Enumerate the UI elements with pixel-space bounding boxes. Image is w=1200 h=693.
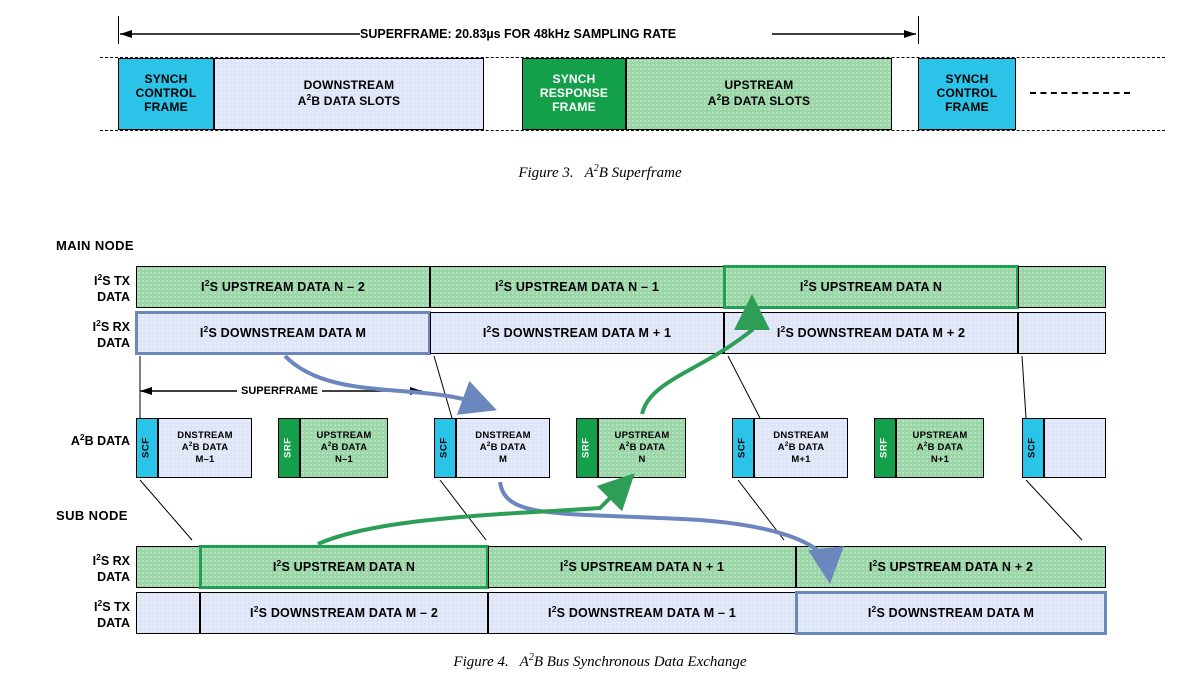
sub-node-label: SUB NODE (56, 508, 128, 523)
bus-tag-scf-2: SCF (434, 418, 456, 478)
bus-2-line3: M (498, 453, 508, 465)
bus-3-line3: N (638, 453, 646, 465)
sub-tx-cell-1: $I^2S$ DOWNSTREAM DATA M – 1 (488, 592, 796, 634)
sub-rx-cell-0: $I^2S$ UPSTREAM DATA N (200, 546, 488, 588)
srf-line3: FRAME (552, 99, 596, 114)
bus-1-line3: N–1 (334, 453, 353, 465)
bus-0-line2: $A^2B$ DATA (181, 441, 229, 454)
upstream-line1: UPSTREAM (724, 78, 794, 93)
bus-tag-srf-5: SRF (874, 418, 896, 478)
scf-left-line1: SYNCH (144, 72, 188, 87)
main-rx-cell-0: $I^2S$ DOWNSTREAM DATA M (136, 312, 430, 354)
sub-rx-cell-2: $I^2S$ UPSTREAM DATA N + 2 (796, 546, 1106, 588)
bus-0-line1: DNSTREAM (177, 429, 233, 441)
downstream-line2: $A^2B$ DATA SLOTS (297, 93, 401, 108)
scf-right-line1: SYNCH (945, 72, 989, 87)
figure3-caption: Figure 3. $A^2B$ Superframe (518, 163, 682, 181)
bus-tag-srf-1: SRF (278, 418, 300, 478)
bus-tag-srf-3: SRF (576, 418, 598, 478)
bus-tag-scf-6: SCF (1022, 418, 1044, 478)
upstream-line2: $A^2B$ DATA SLOTS (707, 93, 811, 108)
srf-line2: RESPONSE (539, 86, 609, 101)
bus-1-line2: $A^2B$ DATA (320, 441, 368, 454)
figure4-superframe-label: SUPERFRAME (237, 385, 322, 397)
sub-rx-cell-1: $I^2S$ UPSTREAM DATA N + 1 (488, 546, 796, 588)
bus-1-line1: UPSTREAM (316, 429, 372, 441)
figure4-caption: Figure 4. $A^2B$ Bus Synchronous Data Exchange (453, 652, 747, 670)
a2b-data-row-label: $A^2B$ DATA (70, 432, 130, 449)
bus-5-line3: N+1 (930, 453, 950, 465)
main-rx-cell-1: $I^2S$ DOWNSTREAM DATA M + 1 (430, 312, 724, 354)
sub-tx-row-label: $I^2S$ TX DATA (93, 598, 130, 630)
bus-3-line2: $A^2B$ DATA (618, 441, 666, 454)
bus-0-line3: M–1 (195, 453, 215, 465)
sub-tx-cell-0: $I^2S$ DOWNSTREAM DATA M – 2 (200, 592, 488, 634)
scf-left-line2: CONTROL (135, 86, 197, 101)
bus-tag-scf-0: SCF (136, 418, 158, 478)
scf-right-line2: CONTROL (936, 86, 998, 101)
main-rx-row-label: $I^2S$ RX DATA (92, 318, 130, 350)
bus-tag-scf-4: SCF (732, 418, 754, 478)
downstream-line1: DOWNSTREAM (303, 78, 395, 93)
bus-4-line1: DNSTREAM (773, 429, 829, 441)
bus-5-line1: UPSTREAM (912, 429, 968, 441)
main-tx-cell-2: $I^2S$ UPSTREAM DATA N (724, 266, 1018, 308)
main-rx-cell-2: $I^2S$ DOWNSTREAM DATA M + 2 (724, 312, 1018, 354)
sub-rx-row-label: $I^2S$ RX DATA (92, 552, 130, 584)
superframe-duration-label: SUPERFRAME: 20.83µs FOR 48kHz SAMPLING RATE (360, 27, 677, 41)
main-tx-row-label: $I^2S$ TX DATA (93, 272, 130, 304)
bus-3-line1: UPSTREAM (614, 429, 670, 441)
main-node-label: MAIN NODE (56, 238, 134, 253)
bus-5-line2: $A^2B$ DATA (916, 441, 964, 454)
bus-2-line2: $A^2B$ DATA (479, 441, 527, 454)
sub-tx-cell-2: $I^2S$ DOWNSTREAM DATA M (796, 592, 1106, 634)
bus-4-line3: M+1 (791, 453, 811, 465)
scf-right-line3: FRAME (945, 99, 989, 114)
bus-4-line2: $A^2B$ DATA (777, 441, 825, 454)
main-tx-cell-1: $I^2S$ UPSTREAM DATA N – 1 (430, 266, 724, 308)
srf-line1: SYNCH (552, 72, 596, 87)
scf-left-line3: FRAME (144, 99, 188, 114)
bus-2-line1: DNSTREAM (475, 429, 531, 441)
main-tx-cell-0: $I^2S$ UPSTREAM DATA N – 2 (136, 266, 430, 308)
